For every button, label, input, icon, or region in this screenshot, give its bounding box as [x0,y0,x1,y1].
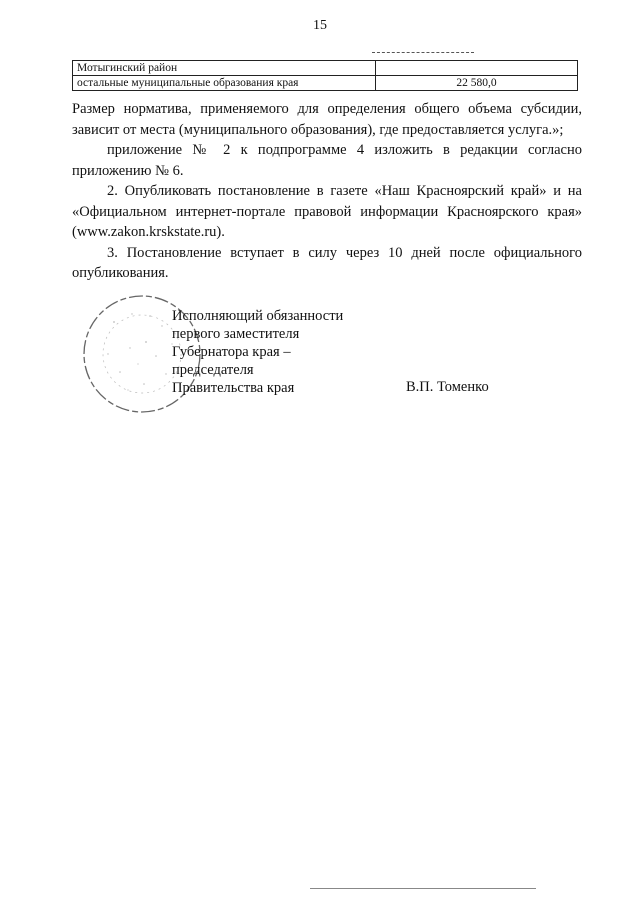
table-cell-name: Мотыгинский район [73,61,376,76]
paragraph-effective: 3. Постановление вступает в силу через 10 дней после официального опубликования. [72,244,582,281]
subsidy-table [72,60,578,91]
table-row [73,76,578,91]
signature-title [172,307,343,397]
table-cell-value: 22 580,0 [376,76,578,91]
paragraph-subsidy-note: Размер норматива, применяемого для определения общего объема субсидии, зависит от места (муниципального образования), где предоставляется услуга.»; [72,101,582,138]
signature-title-line: Исполняющий обязанности [172,308,344,324]
signer-name: В.П. Томенко [406,379,489,395]
table-cell-value [376,61,578,76]
stamp-speckles [107,313,172,390]
body-text [72,99,582,284]
table-cell-name: остальные муниципальные образования края [73,76,376,91]
page-number: 15 [313,18,327,33]
top-divider [372,52,474,53]
signature-title-line: Правительства края [172,380,295,396]
stamp-inner-ring [103,315,181,393]
signature-title-line: Губернатора края – [172,344,291,360]
paragraph-publish: 2. Опубликовать постановление в газете «Наш Красноярский край» и на «Официальном интернет-портале правовой информации Красноярского края» (www.zakon.krskstate.ru). [72,183,582,240]
signature-title-line: председателя [172,362,254,378]
signature-title-line: первого заместителя [172,326,300,342]
bottom-divider [310,888,536,889]
table-row [73,61,578,76]
paragraph-appendix: приложение № 2 к подпрограмме 4 изложить в редакции согласно приложению № 6. [72,142,582,179]
